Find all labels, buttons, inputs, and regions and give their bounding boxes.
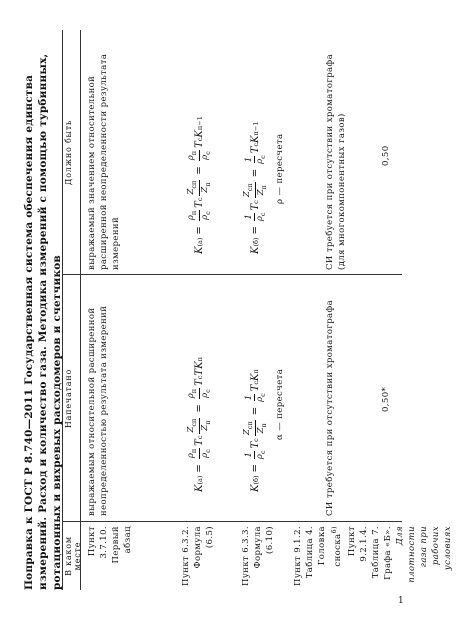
column-divider-1 bbox=[62, 521, 402, 522]
row2-should-formula: K (а) = $\rho_п$ $\rho_с$ T с $Z_{сп}$ $Z_п$ = $\rho_п$ $\rho_с$ T с K п −1 bbox=[186, 116, 212, 254]
corrections-table bbox=[62, 30, 453, 590]
row4-printed: СИ требуется при отсутствии хроматографа bbox=[325, 299, 335, 516]
row5-should-be: 0,50 bbox=[381, 145, 391, 166]
row5-where: Пункт 9.2.1.4. Таблица 7. Графа «Б». Для плотности газа при рабочих условиях bbox=[347, 526, 453, 583]
row2-where: Пункт 6.3.2. Формула (6.5) bbox=[181, 526, 215, 586]
row2-printed-formula: K (а) = $\rho_п$ $\rho_с$ T с $Z_{сп}$ $Z_п$ = $\rho_п$ $\rho_с$ T с T K п bbox=[186, 357, 212, 492]
header-should-be: Должно быть bbox=[64, 119, 73, 186]
row4-where: Пункт 9.1.2. Таблица 4. Головка сноска$^{6)}$ bbox=[293, 526, 343, 586]
header-printed: Напечатано bbox=[64, 368, 73, 429]
header-where: В каком месте bbox=[64, 536, 82, 576]
row5-printed: 0,50* bbox=[381, 386, 391, 412]
row3-printed-formula: K (б) = 1 $\rho_с$ T с $Z_{сп}$ $Z_п$ = 1 $\rho_с$ T с K п bbox=[242, 369, 268, 492]
row1-should-be: выражаемый значением относительной расширенной неопределенности результата измерений bbox=[87, 53, 121, 270]
row3-printed-note: α — пересчета bbox=[275, 368, 285, 440]
document-title: Поправка к ГОСТ Р 8.740—2011 Государственная система обеспечения единства измерений. Расход и количество газа. Методика измерений с помощью турбинных, ротационных и вихревых расходомеров и счетчиков bbox=[23, 53, 63, 590]
page-number: 1 bbox=[398, 596, 404, 606]
column-divider-2 bbox=[62, 274, 402, 275]
table-header-rule bbox=[80, 30, 81, 590]
table-top-rule bbox=[62, 30, 63, 590]
row1-where: Пункт 3.7.10. Первый абзац bbox=[87, 526, 133, 564]
row3-should-note: ρ — пересчета bbox=[275, 133, 285, 204]
row4-should-be: СИ требуется при отсутствии хроматографа (для многокомпонентных газов) bbox=[325, 53, 347, 270]
row1-printed: выражаемым относительной расширенной неопределенностью результата измерений bbox=[87, 305, 109, 516]
row3-should-formula: K (б) = 1 $\rho_с$ T с $Z_{сп}$ $Z_п$ = 1 $\rho_с$ T с K п −1 bbox=[242, 121, 268, 254]
row3-where: Пункт 6.3.3. Формула (6.10) bbox=[241, 526, 275, 586]
